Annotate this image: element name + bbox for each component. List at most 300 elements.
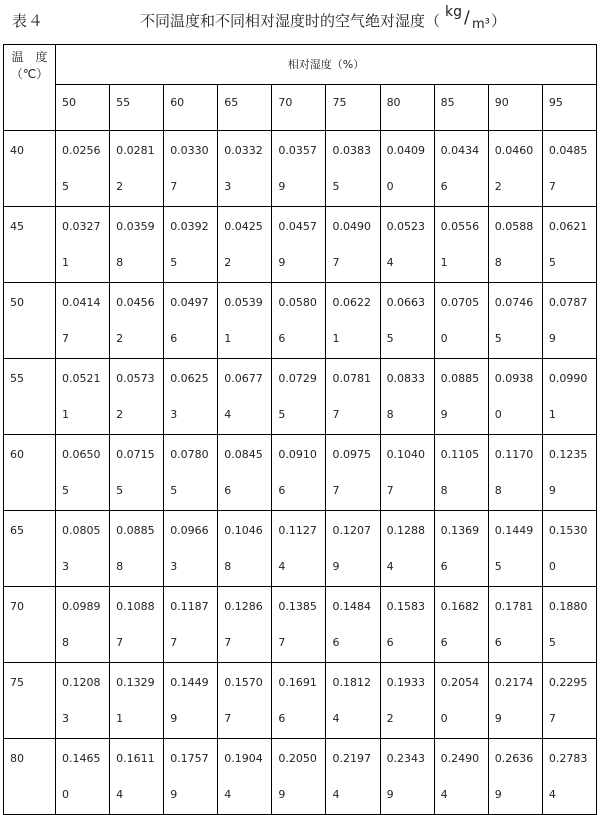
table-title [140, 4, 507, 34]
table-cell [488, 511, 542, 587]
table-cell [56, 435, 110, 511]
cell-value-line2: 6 [332, 636, 340, 649]
table-cell [434, 435, 488, 511]
cell-value-line2: 2 [116, 332, 124, 345]
cell-value-line1: 0.0780 [170, 448, 209, 461]
cell-value-line1: 0.0425 [224, 220, 263, 233]
cell-value-line2: 5 [332, 180, 340, 193]
cell-value-line2: 6 [440, 180, 448, 193]
cell-value-line1: 0.1208 [62, 676, 101, 689]
cell-value-line2: 7 [278, 636, 286, 649]
cell-value-line1: 0.1682 [440, 600, 480, 613]
table-cell [542, 663, 596, 739]
cell-value-line2: 9 [386, 788, 394, 801]
table-cell [110, 511, 164, 587]
column-header-75: 75 [326, 85, 380, 131]
table-cell [434, 511, 488, 587]
cell-value-line2: 6 [170, 332, 178, 345]
table-cell [56, 739, 110, 815]
cell-value-line1: 0.0990 [548, 372, 588, 385]
cell-value-line1: 0.0910 [278, 448, 317, 461]
cell-value-line1: 0.0833 [386, 372, 426, 385]
table-cell [542, 511, 596, 587]
cell-value-line1: 0.0787 [548, 296, 588, 309]
table-cell [56, 131, 110, 207]
cell-value-line2: 4 [548, 788, 556, 801]
table-cell [326, 207, 380, 283]
cell-value-line1: 0.0621 [548, 220, 588, 233]
cell-value-line1: 0.1329 [116, 676, 155, 689]
row-temperature: 75 [4, 663, 56, 739]
table-caption [0, 0, 600, 44]
table-cell [110, 587, 164, 663]
cell-value-line1: 0.0327 [62, 220, 101, 233]
table-cell [380, 283, 434, 359]
temperature-header-line1: 温 度 [11, 50, 48, 64]
cell-value-line2: 5 [170, 484, 178, 497]
table-cell [272, 435, 326, 511]
cell-value-line1: 0.2054 [440, 676, 480, 689]
cell-value-line2: 2 [116, 180, 124, 193]
cell-value-line1: 0.0521 [62, 372, 101, 385]
cell-value-line1: 0.0359 [116, 220, 155, 233]
table-cell [110, 435, 164, 511]
cell-value-line1: 0.0650 [62, 448, 101, 461]
cell-value-line1: 0.0539 [224, 296, 263, 309]
cell-value-line1: 0.0705 [440, 296, 480, 309]
table-cell [326, 511, 380, 587]
humidity-table [3, 44, 597, 815]
table-cell [434, 663, 488, 739]
cell-value-line1: 0.1880 [548, 600, 588, 613]
table-cell [380, 207, 434, 283]
table-cell [56, 511, 110, 587]
table-cell [542, 739, 596, 815]
cell-value-line1: 0.1288 [386, 524, 426, 537]
title-close-paren: ） [491, 12, 507, 30]
cell-value-line1: 0.0332 [224, 144, 263, 157]
table-cell [164, 359, 218, 435]
table-cell [110, 359, 164, 435]
unit-fraction [442, 4, 507, 34]
table-cell [110, 283, 164, 359]
table-cell [542, 587, 596, 663]
cell-value-line1: 0.1207 [332, 524, 371, 537]
cell-value-line1: 0.1484 [332, 600, 371, 613]
table-cell [110, 207, 164, 283]
temperature-header-line2: （℃） [10, 67, 49, 81]
cell-value-line2: 3 [62, 712, 69, 725]
cell-value-line2: 1 [548, 408, 556, 421]
cell-value-line1: 0.0456 [116, 296, 155, 309]
table-cell [56, 587, 110, 663]
cell-value-line2: 9 [494, 712, 502, 725]
table-cell [272, 739, 326, 815]
table-cell [326, 359, 380, 435]
row-temperature: 50 [4, 283, 56, 359]
table-title-text: 不同温度和不同相对湿度时的空气绝对湿度（ [140, 12, 441, 30]
table-cell [380, 131, 434, 207]
cell-value-line2: 8 [62, 636, 69, 649]
cell-value-line1: 0.0781 [332, 372, 371, 385]
cell-value-line2: 2 [116, 408, 124, 421]
table-cell [164, 587, 218, 663]
header-row-columns [4, 85, 597, 131]
cell-value-line1: 0.1286 [224, 600, 263, 613]
table-cell [110, 131, 164, 207]
cell-value-line1: 0.0746 [494, 296, 534, 309]
table-cell [542, 131, 596, 207]
cell-value-line2: 7 [224, 712, 232, 725]
cell-value-line1: 0.2343 [386, 752, 426, 765]
table-cell [434, 587, 488, 663]
cell-value-line1: 0.1235 [548, 448, 588, 461]
table-number: 表４ [12, 12, 45, 30]
table-cell [434, 359, 488, 435]
cell-value-line2: 8 [386, 408, 394, 421]
unit-numerator: kg [445, 4, 463, 20]
cell-value-line2: 8 [116, 560, 124, 573]
table-row [4, 131, 597, 207]
cell-value-line1: 0.2174 [494, 676, 534, 689]
cell-value-line2: 7 [548, 712, 556, 725]
cell-value-line2: 2 [494, 180, 502, 193]
table-cell [488, 283, 542, 359]
cell-value-line1: 0.1088 [116, 600, 155, 613]
cell-value-line2: 2 [224, 256, 232, 269]
row-temperature: 40 [4, 131, 56, 207]
table-cell [164, 283, 218, 359]
cell-value-line2: 3 [62, 560, 69, 573]
cell-value-line2: 5 [170, 256, 178, 269]
cell-value-line2: 0 [548, 560, 556, 573]
cell-value-line1: 0.1449 [170, 676, 209, 689]
cell-value-line2: 9 [494, 788, 502, 801]
cell-value-line2: 9 [278, 180, 286, 193]
cell-value-line2: 7 [332, 256, 340, 269]
cell-value-line2: 1 [116, 712, 124, 725]
table-cell [218, 511, 272, 587]
cell-value-line1: 0.0256 [62, 144, 101, 157]
cell-value-line1: 0.0663 [386, 296, 426, 309]
cell-value-line2: 1 [224, 332, 232, 345]
cell-value-line2: 2 [386, 712, 394, 725]
cell-value-line1: 0.0677 [224, 372, 263, 385]
table-cell [326, 663, 380, 739]
cell-value-line1: 0.0729 [278, 372, 317, 385]
row-temperature: 55 [4, 359, 56, 435]
cell-value-line1: 0.2783 [548, 752, 588, 765]
table-row [4, 739, 597, 815]
cell-value-line2: 9 [548, 484, 556, 497]
cell-value-line1: 0.0885 [440, 372, 480, 385]
table-cell [488, 435, 542, 511]
cell-value-line1: 0.0625 [170, 372, 209, 385]
cell-value-line1: 0.1691 [278, 676, 317, 689]
cell-value-line2: 9 [170, 712, 178, 725]
table-cell [380, 435, 434, 511]
cell-value-line2: 7 [548, 180, 556, 193]
cell-value-line1: 0.0457 [278, 220, 317, 233]
table-row [4, 511, 597, 587]
cell-value-line2: 4 [332, 788, 340, 801]
cell-value-line2: 8 [494, 256, 502, 269]
row-temperature: 60 [4, 435, 56, 511]
cell-value-line2: 8 [494, 484, 502, 497]
cell-value-line1: 0.1933 [386, 676, 426, 689]
table-row [4, 663, 597, 739]
cell-value-line2: 3 [170, 560, 178, 573]
cell-value-line1: 0.0966 [170, 524, 209, 537]
cell-value-line1: 0.1530 [548, 524, 588, 537]
cell-value-line1: 0.1170 [494, 448, 534, 461]
cell-value-line1: 0.0383 [332, 144, 371, 157]
cell-value-line1: 0.1583 [386, 600, 426, 613]
table-cell [218, 587, 272, 663]
table-row [4, 435, 597, 511]
cell-value-line1: 0.1187 [170, 600, 209, 613]
cell-value-line2: 7 [386, 484, 394, 497]
table-cell [218, 739, 272, 815]
cell-value-line1: 0.2050 [278, 752, 317, 765]
cell-value-line2: 0 [440, 332, 448, 345]
cell-value-line2: 4 [278, 560, 286, 573]
table-cell [488, 131, 542, 207]
cell-value-line2: 5 [62, 484, 69, 497]
cell-value-line2: 7 [332, 408, 340, 421]
table-cell [488, 359, 542, 435]
table-cell [110, 663, 164, 739]
cell-value-line1: 0.0989 [62, 600, 101, 613]
cell-value-line1: 0.1046 [224, 524, 263, 537]
table-cell [488, 207, 542, 283]
cell-value-line2: 9 [332, 560, 340, 573]
table-cell [218, 283, 272, 359]
table-cell [272, 283, 326, 359]
cell-value-line2: 5 [548, 636, 556, 649]
cell-value-line2: 5 [62, 180, 69, 193]
cell-value-line1: 0.2490 [440, 752, 480, 765]
table-cell [542, 435, 596, 511]
table-row [4, 207, 597, 283]
table-cell [326, 587, 380, 663]
row-temperature: 45 [4, 207, 56, 283]
table-cell [326, 283, 380, 359]
cell-value-line1: 0.1127 [278, 524, 317, 537]
cell-value-line1: 0.0805 [62, 524, 101, 537]
cell-value-line2: 1 [62, 408, 69, 421]
cell-value-line1: 0.0485 [548, 144, 588, 157]
cell-value-line2: 7 [224, 636, 232, 649]
table-cell [272, 131, 326, 207]
cell-value-line1: 0.0460 [494, 144, 534, 157]
column-header-65: 65 [218, 85, 272, 131]
cell-value-line2: 7 [62, 332, 69, 345]
cell-value-line1: 0.0975 [332, 448, 371, 461]
cell-value-line1: 0.0392 [170, 220, 209, 233]
table-cell [272, 587, 326, 663]
column-header-50: 50 [56, 85, 110, 131]
cell-value-line2: 7 [170, 180, 178, 193]
table-cell [488, 739, 542, 815]
cell-value-line2: 0 [440, 712, 448, 725]
cell-value-line2: 6 [440, 560, 448, 573]
cell-value-line1: 0.0490 [332, 220, 371, 233]
table-cell [218, 131, 272, 207]
relative-humidity-header: 相对湿度（%） [56, 45, 597, 85]
cell-value-line1: 0.1781 [494, 600, 534, 613]
cell-value-line2: 9 [278, 256, 286, 269]
cell-value-line1: 0.0497 [170, 296, 209, 309]
table-cell [326, 739, 380, 815]
cell-value-line1: 0.0414 [62, 296, 101, 309]
cell-value-line2: 7 [116, 636, 124, 649]
cell-value-line1: 0.0588 [494, 220, 534, 233]
cell-value-line2: 9 [170, 788, 178, 801]
table-cell [272, 511, 326, 587]
cell-value-line1: 0.2295 [548, 676, 588, 689]
table-cell [272, 207, 326, 283]
table-cell [164, 131, 218, 207]
table-cell [164, 739, 218, 815]
cell-value-line2: 5 [548, 256, 556, 269]
cell-value-line1: 0.0409 [386, 144, 426, 157]
cell-value-line2: 0 [386, 180, 394, 193]
cell-value-line1: 0.0434 [440, 144, 480, 157]
table-cell [380, 663, 434, 739]
cell-value-line2: 4 [386, 560, 394, 573]
cell-value-line1: 0.1385 [278, 600, 317, 613]
column-header-85: 85 [434, 85, 488, 131]
cell-value-line2: 6 [278, 484, 286, 497]
cell-value-line2: 9 [278, 788, 286, 801]
cell-value-line2: 5 [494, 332, 502, 345]
cell-value-line1: 0.0281 [116, 144, 155, 157]
table-cell [326, 435, 380, 511]
cell-value-line1: 0.0885 [116, 524, 155, 537]
cell-value-line2: 5 [494, 560, 502, 573]
cell-value-line2: 0 [494, 408, 502, 421]
cell-value-line2: 9 [440, 408, 448, 421]
table-cell [380, 511, 434, 587]
cell-value-line2: 0 [62, 788, 69, 801]
table-cell [380, 359, 434, 435]
cell-value-line2: 3 [170, 408, 178, 421]
table-cell [218, 207, 272, 283]
cell-value-line2: 8 [116, 256, 124, 269]
cell-value-line1: 0.0715 [116, 448, 155, 461]
table-cell [542, 283, 596, 359]
table-cell [218, 435, 272, 511]
table-cell [488, 587, 542, 663]
cell-value-line1: 0.0523 [386, 220, 426, 233]
cell-value-line2: 3 [224, 180, 232, 193]
cell-value-line2: 9 [548, 332, 556, 345]
cell-value-line2: 4 [224, 408, 232, 421]
cell-value-line2: 6 [386, 636, 394, 649]
cell-value-line1: 0.1904 [224, 752, 263, 765]
table-cell [164, 207, 218, 283]
column-header-80: 80 [380, 85, 434, 131]
cell-value-line1: 0.1611 [116, 752, 155, 765]
cell-value-line1: 0.0573 [116, 372, 155, 385]
cell-value-line2: 6 [278, 712, 286, 725]
table-cell [218, 359, 272, 435]
cell-value-line1: 0.1040 [386, 448, 426, 461]
column-header-95: 95 [542, 85, 596, 131]
table-cell [56, 663, 110, 739]
cell-value-line2: 8 [224, 560, 232, 573]
cell-value-line2: 4 [386, 256, 394, 269]
cell-value-line2: 7 [332, 484, 340, 497]
table-cell [164, 435, 218, 511]
cell-value-line1: 0.1812 [332, 676, 371, 689]
cell-value-line2: 4 [116, 788, 124, 801]
table-cell [542, 359, 596, 435]
cell-value-line2: 6 [278, 332, 286, 345]
cell-value-line2: 5 [116, 484, 124, 497]
table-cell [434, 207, 488, 283]
column-header-70: 70 [272, 85, 326, 131]
table-cell [434, 131, 488, 207]
cell-value-line2: 7 [170, 636, 178, 649]
table-cell [56, 359, 110, 435]
table-cell [488, 663, 542, 739]
cell-value-line2: 6 [224, 484, 232, 497]
table-cell [380, 587, 434, 663]
cell-value-line2: 1 [332, 332, 340, 345]
cell-value-line1: 0.0580 [278, 296, 317, 309]
row-temperature: 65 [4, 511, 56, 587]
table-cell [272, 359, 326, 435]
table-cell [164, 511, 218, 587]
cell-value-line2: 4 [440, 788, 448, 801]
column-header-90: 90 [488, 85, 542, 131]
cell-value-line1: 0.1757 [170, 752, 209, 765]
cell-value-line1: 0.1570 [224, 676, 263, 689]
cell-value-line1: 0.0556 [440, 220, 480, 233]
cell-value-line1: 0.1105 [440, 448, 480, 461]
cell-value-line1: 0.0330 [170, 144, 209, 157]
cell-value-line2: 4 [224, 788, 232, 801]
unit-denominator: m³ [472, 17, 490, 32]
table-cell [164, 663, 218, 739]
table-cell [56, 207, 110, 283]
cell-value-line1: 0.1465 [62, 752, 101, 765]
table-cell [542, 207, 596, 283]
column-header-55: 55 [110, 85, 164, 131]
cell-value-line2: 6 [494, 636, 502, 649]
header-row-group [4, 45, 597, 85]
table-row [4, 359, 597, 435]
column-header-60: 60 [164, 85, 218, 131]
table-row [4, 587, 597, 663]
cell-value-line2: 5 [278, 408, 286, 421]
temperature-header [4, 45, 56, 131]
table-cell [110, 739, 164, 815]
row-temperature: 70 [4, 587, 56, 663]
cell-value-line1: 0.1369 [440, 524, 480, 537]
cell-value-line1: 0.0357 [278, 144, 317, 157]
cell-value-line2: 1 [62, 256, 69, 269]
table-cell [56, 283, 110, 359]
cell-value-line1: 0.0938 [494, 372, 534, 385]
table-cell [434, 739, 488, 815]
cell-value-line2: 5 [386, 332, 394, 345]
cell-value-line2: 8 [440, 484, 448, 497]
table-row [4, 283, 597, 359]
table-cell [272, 663, 326, 739]
